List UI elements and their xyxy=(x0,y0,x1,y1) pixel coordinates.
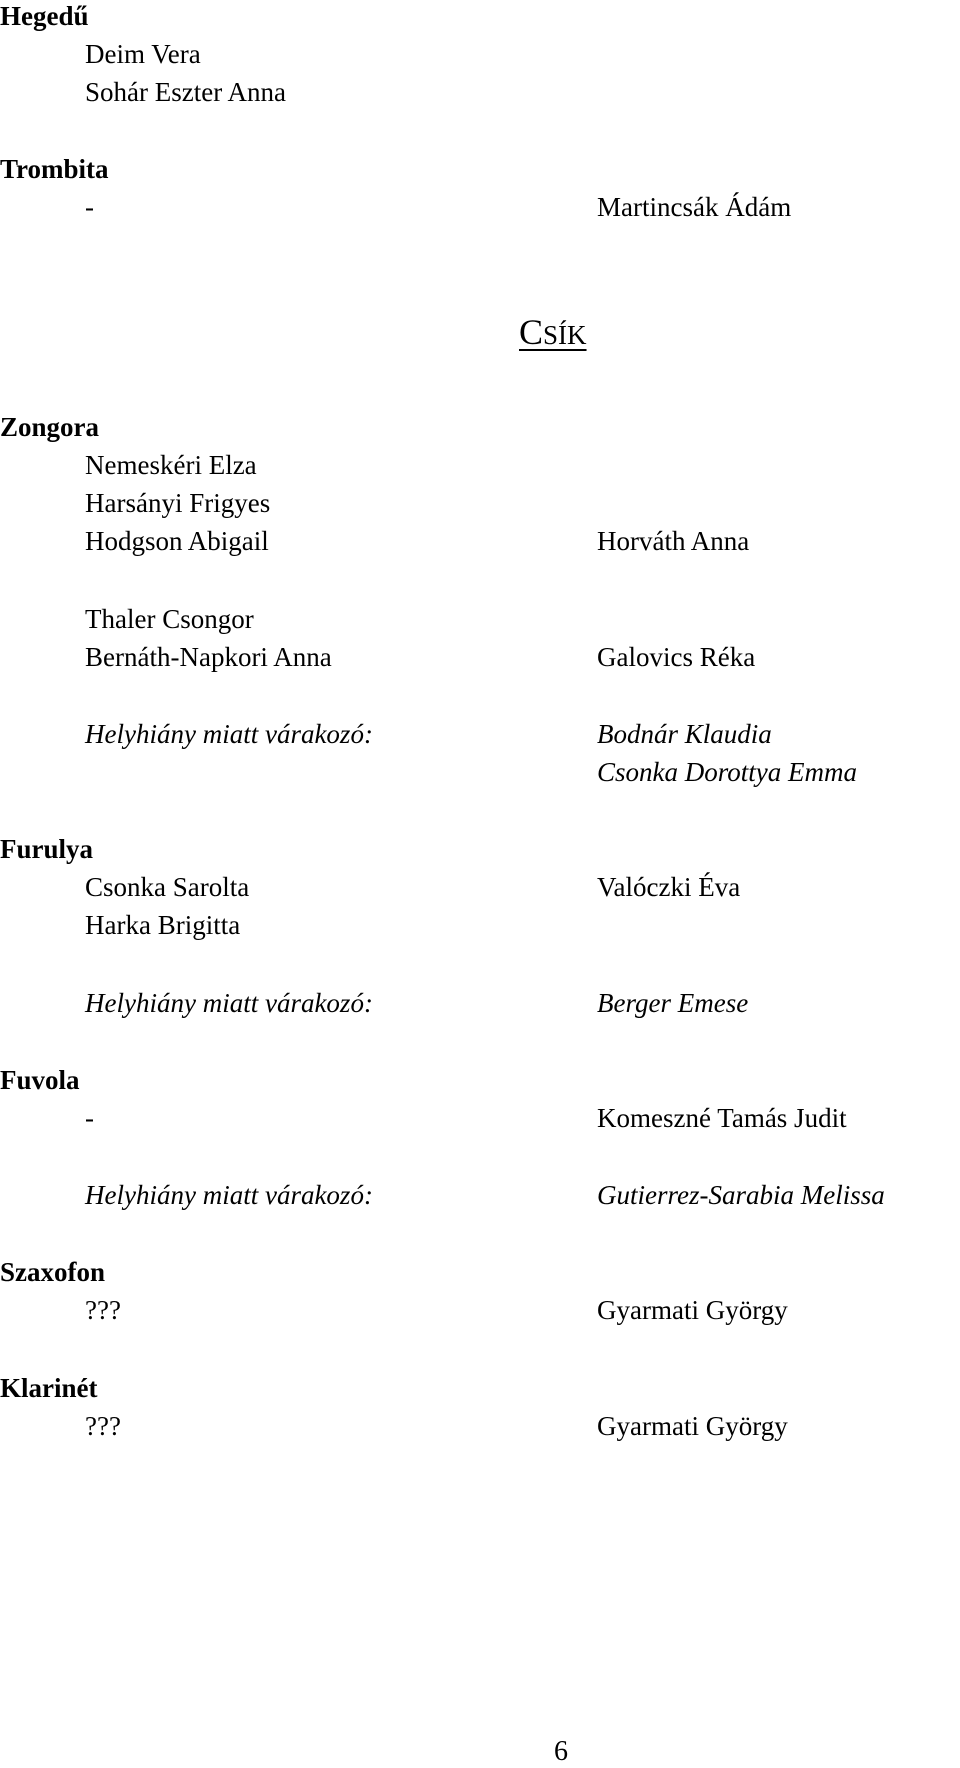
section-heading-zongora: Zongora xyxy=(0,412,100,442)
section-heading-hegedu: Hegedű xyxy=(0,1,89,31)
zongora-name-1: Nemeskéri Elza xyxy=(85,450,257,480)
title-first-letter: C xyxy=(519,312,544,352)
szaxofon-left-unknown: ??? xyxy=(85,1295,121,1325)
hegedu-name-2: Sohár Eszter Anna xyxy=(85,77,286,107)
zongora-right-name-1: Horváth Anna xyxy=(597,526,750,556)
fuvola-right-name: Komeszné Tamás Judit xyxy=(597,1103,847,1133)
hegedu-name-1: Deim Vera xyxy=(85,39,201,69)
section-heading-trombita: Trombita xyxy=(0,154,109,184)
klarinet-right-name: Gyarmati György xyxy=(597,1411,788,1441)
furulya-right-name: Valóczki Éva xyxy=(597,872,741,902)
trombita-left-dash: - xyxy=(85,192,94,222)
fuvola-waiting-name: Gutierrez-Sarabia Melissa xyxy=(597,1180,885,1210)
page-title-csik xyxy=(519,312,587,355)
zongora-name-2: Harsányi Frigyes xyxy=(85,488,271,518)
title-rest-letters: SÍK xyxy=(543,320,587,350)
zongora-waiting-label: Helyhiány miatt várakozó: xyxy=(85,719,373,749)
furulya-name-1: Csonka Sarolta xyxy=(85,872,250,902)
zongora-name-4: Thaler Csongor xyxy=(85,604,254,634)
furulya-waiting-name: Berger Emese xyxy=(597,988,749,1018)
furulya-waiting-label: Helyhiány miatt várakozó: xyxy=(85,988,373,1018)
zongora-waiting-name-2: Csonka Dorottya Emma xyxy=(597,757,857,787)
szaxofon-right-name: Gyarmati György xyxy=(597,1295,788,1325)
zongora-name-5: Bernáth-Napkori Anna xyxy=(85,642,332,672)
section-heading-szaxofon: Szaxofon xyxy=(0,1257,106,1287)
fuvola-waiting-label: Helyhiány miatt várakozó: xyxy=(85,1180,373,1210)
zongora-right-name-2: Galovics Réka xyxy=(597,642,756,672)
zongora-waiting-name-1: Bodnár Klaudia xyxy=(597,719,772,749)
section-heading-fuvola: Fuvola xyxy=(0,1065,80,1095)
zongora-name-3: Hodgson Abigail xyxy=(85,526,269,556)
page-number: 6 xyxy=(554,1736,568,1767)
furulya-name-2: Harka Brigitta xyxy=(85,910,241,940)
klarinet-left-unknown: ??? xyxy=(85,1411,121,1441)
section-heading-klarinet: Klarinét xyxy=(0,1373,98,1403)
trombita-right-name: Martincsák Ádám xyxy=(597,192,792,222)
section-heading-furulya: Furulya xyxy=(0,834,94,864)
fuvola-left-dash: - xyxy=(85,1103,94,1133)
